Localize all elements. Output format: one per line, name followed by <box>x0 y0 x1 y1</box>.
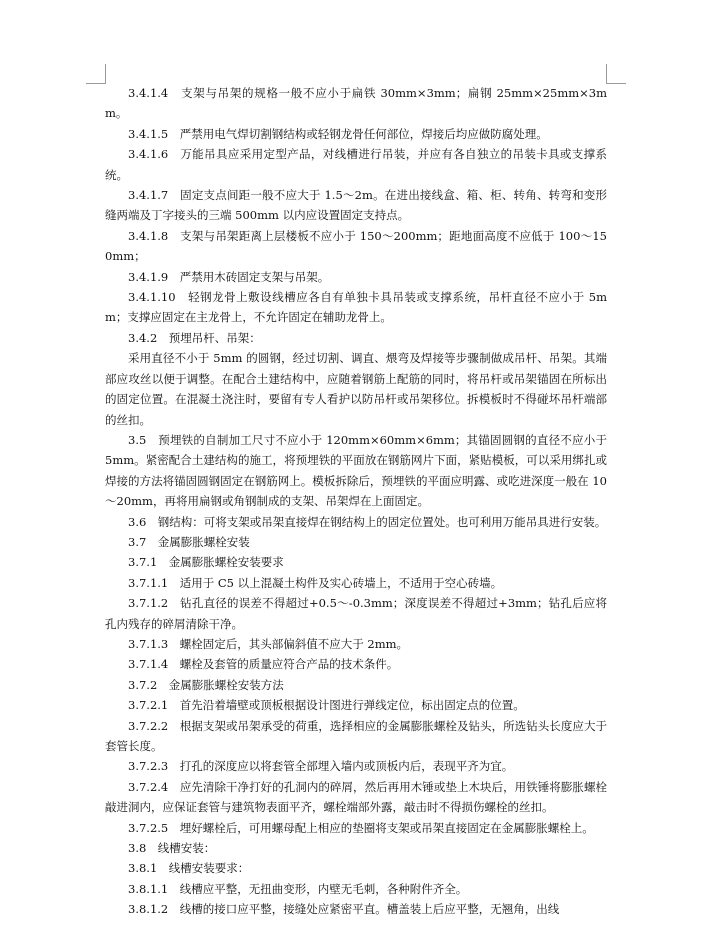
paragraph: 3.5 预埋铁的自制加工尺寸不应小于 120mm×60mm×6mm；其锚固圆钢的直径不应小于 5mm。紧密配合土建结构的施工，将预埋铁的平面放在钢筋网片下面，紧贴模板，可以采用绑扎或焊接的方法将锚固圆钢固定在钢筋网上。模板拆除后，预埋铁的平面应明露、或吃进深度一般在 10～20mm，再将用扁钢或角钢制成的支架、吊架焊在上面固定。 <box>105 432 607 509</box>
paragraph: 3.4.1.5 严禁用电气焊切割钢结构或轻钢龙骨任何部位，焊接后均应做防腐处理。 <box>128 126 548 141</box>
section-heading: 3.7.1 金属膨胀螺栓安装要求 <box>128 555 284 570</box>
paragraph: 3.8.1.1 线槽应平整，无扭曲变形，内壁无毛刺，各种附件齐全。 <box>128 881 468 896</box>
paragraph: 3.7.1.4 螺栓及套管的质量应符合产品的技术条件。 <box>128 657 399 672</box>
crop-mark-top-left-h <box>86 83 106 84</box>
paragraph: 3.7.1.3 螺栓固定后，其头部偏斜值不应大于 2mm。 <box>128 636 409 651</box>
paragraph: 3.4.1.6 万能吊具应采用定型产品，对线槽进行吊装，并应有各自独立的吊装卡具或支撑系统。 <box>105 147 607 182</box>
paragraph: 3.4.1.9 严禁用木砖固定支架与吊架。 <box>128 269 330 284</box>
paragraph: 采用直径不小于 5mm 的圆钢，经过切割、调直、煨弯及焊接等步骤制做成吊杆、吊架。其端部应攻丝以便于调整。在配合土建结构中，应随着钢筋上配筋的同时，将吊杆或吊架锚固在所标出的固定位置。在混凝土浇注时，要留有专人看护以防吊杆或吊架移位。拆模板时不得碰坏吊杆端部的丝扣。 <box>105 351 607 427</box>
crop-mark-top-right-v <box>606 64 607 84</box>
paragraph: 3.4.1.10 轻钢龙骨上敷设线槽应各自有单独卡具吊装或支撑系统，吊杆直径不应小于 5mm；支撑应固定在主龙骨上，不允许固定在辅助龙骨上。 <box>105 290 607 325</box>
paragraph: 3.7.2.1 首先沿着墙壁或顶板根据设计图进行弹线定位，标出固定点的位置。 <box>128 698 525 713</box>
paragraph: 3.4.1.4 支架与吊架的规格一般不应小于扁铁 30mm×3mm；扁钢 25mm×25mm×3mm。 <box>105 86 607 121</box>
section-heading: 3.7 金属膨胀螺栓安装 <box>128 534 250 549</box>
paragraph: 3.7.2.3 打孔的深度应以将套管全部埋入墙内或顶板内后，表现平齐为宜。 <box>128 759 514 774</box>
paragraph: 3.7.2.2 根据支架或吊架承受的荷重，选择相应的金属膨胀螺栓及钻头，所选钻头长度应大于套管长度。 <box>105 718 607 753</box>
document-body <box>105 83 607 920</box>
paragraph: 3.7.1.2 钻孔直径的误差不得超过+0.5～-0.3mm；深度误差不得超过+3mm；钻孔后应将孔内残存的碎屑清除干净。 <box>105 596 607 631</box>
paragraph: 3.8.1.2 线槽的接口应平整，接缝处应紧密平直。槽盖装上后应平整，无翘角，出线 <box>128 902 560 917</box>
paragraph: 3.4.1.7 固定支点间距一般不应大于 1.5～2m。在进出接线盒、箱、柜、转角、转弯和变形缝两端及丁字接头的三端 500mm 以内应设置固定支持点。 <box>105 188 607 223</box>
paragraph: 3.4.1.8 支架与吊架距离上层楼板不应小于 150～200mm；距地面高度不应低于 100～150mm； <box>105 228 607 264</box>
section-heading: 3.8.1 线槽安装要求： <box>128 861 250 876</box>
crop-mark-top-left-v <box>105 64 106 84</box>
paragraph: 3.7.2.5 埋好螺栓后，可用螺母配上相应的垫圈将支架或吊架直接固定在金属膨胀螺栓上。 <box>128 820 594 835</box>
section-heading: 3.8 线槽安装： <box>128 841 216 856</box>
section-heading: 3.4.2 预埋吊杆、吊架： <box>128 330 261 345</box>
paragraph: 3.7.1.1 适用于 C5 以上混凝土构件及实心砖墙上，不适用于空心砖墙。 <box>128 575 503 590</box>
crop-mark-top-right-h <box>606 83 626 84</box>
paragraph: 3.6 钢结构：可将支架或吊架直接焊在钢结构上的固定位置处。也可利用万能吊具进行安装。 <box>128 514 607 529</box>
paragraph: 3.7.2.4 应先清除干净打好的孔洞内的碎屑，然后再用木锤或垫上木块后，用铁锤将膨胀螺栓敲进洞内，应保证套管与建筑物表面平齐，螺栓端部外露，敲击时不得损伤螺栓的丝扣。 <box>105 779 607 815</box>
section-heading: 3.7.2 金属膨胀螺栓安装方法 <box>128 677 284 692</box>
